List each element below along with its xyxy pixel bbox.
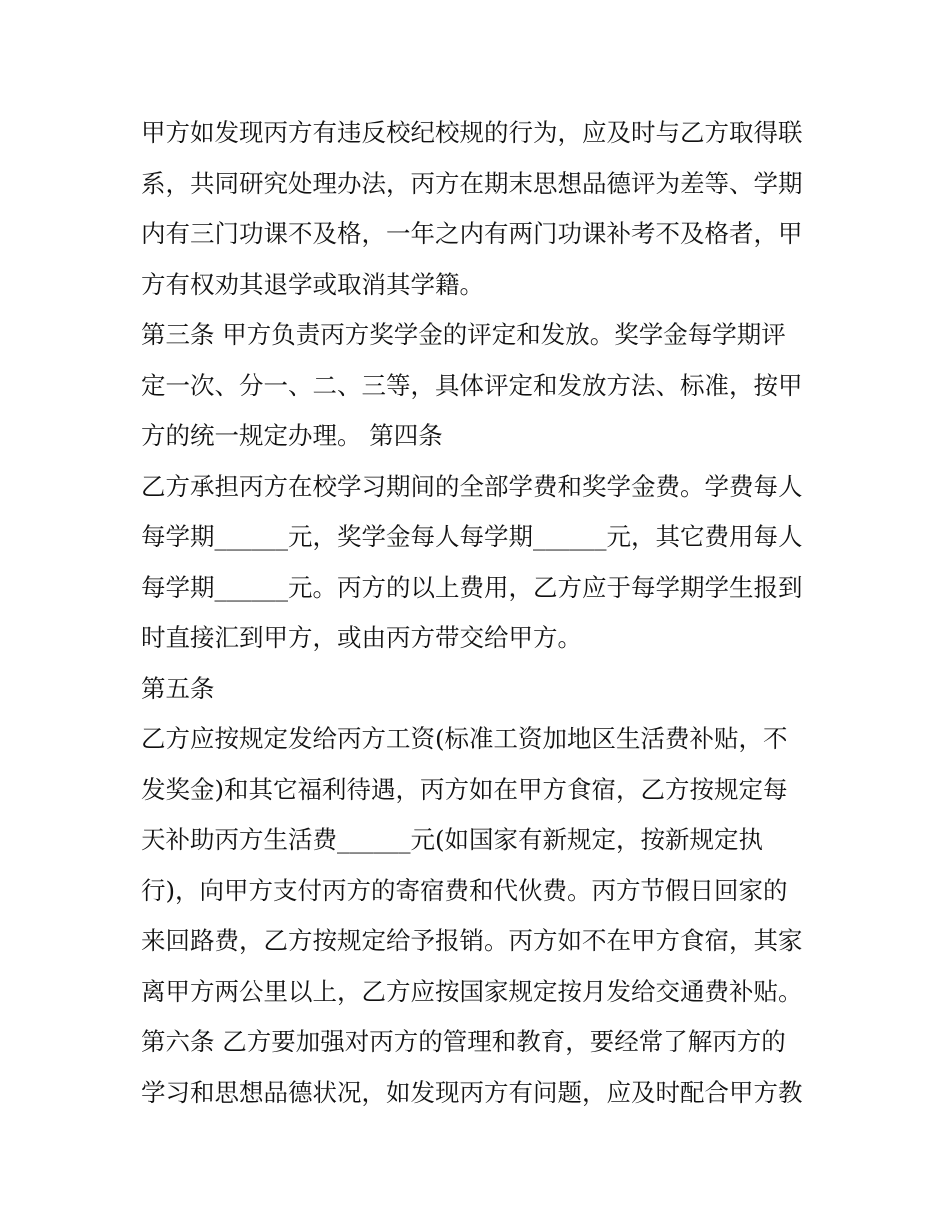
text-line: 来回路费，乙方按规定给予报销。丙方如不在甲方食宿，其家 (141, 926, 803, 955)
text-line: 甲方如发现丙方有违反校纪校规的行为，应及时与乙方取得联 (141, 118, 803, 147)
text-line: 乙方应按规定发给丙方工资(标准工资加地区生活费补贴，不 (141, 724, 788, 753)
text-line: 每学期______元，奖学金每人每学期______元，其它费用每人 (141, 522, 803, 551)
text-line: 内有三门功课不及格，一年之内有两门功课补考不及格者，甲 (141, 219, 803, 248)
text-line: 每学期______元。丙方的以上费用，乙方应于每学期学生报到 (141, 572, 803, 602)
text-line: 发奖金)和其它福利待遇，丙方如在甲方食宿，乙方按规定每 (141, 774, 788, 804)
text-line: 乙方承担丙方在校学习期间的全部学费和奖学金费。学费每人 (141, 471, 803, 501)
text-line: 系，共同研究处理办法，丙方在期末思想品德评为差等、学期 (141, 168, 803, 198)
text-line: 天补助丙方生活费______元(如国家有新规定，按新规定执 (141, 825, 764, 854)
document-body (141, 108, 821, 1118)
text-line: 方的统一规定办理。 第四条 (141, 421, 443, 450)
text-line: 行)，向甲方支付丙方的寄宿费和代伙费。丙方节假日回家的 (141, 875, 788, 905)
text-line: 方有权劝其退学或取消其学籍。 (141, 269, 484, 299)
text-line: 第三条 甲方负责丙方奖学金的评定和发放。奖学金每学期评 (141, 320, 786, 349)
text-line: 离甲方两公里以上，乙方应按国家规定按月发给交通费补贴。 (141, 976, 803, 1006)
text-line: 学习和思想品德状况，如发现丙方有问题，应及时配合甲方教 (141, 1077, 803, 1107)
text-line: 时直接汇到甲方，或由丙方带交给甲方。 (141, 623, 582, 652)
text-line: 第五条 (141, 673, 215, 703)
text-line: 定一次、分一、二、三等，具体评定和发放方法、标准，按甲 (141, 370, 803, 400)
text-line: 第六条 乙方要加强对丙方的管理和教育，要经常了解丙方的 (141, 1027, 786, 1056)
